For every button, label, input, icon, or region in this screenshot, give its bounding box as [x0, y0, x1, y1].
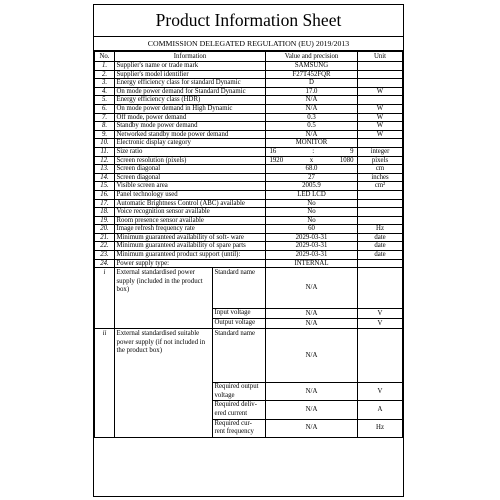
- power-supply-label: Input voltage: [213, 309, 266, 319]
- power-supply-unit: V: [358, 309, 403, 319]
- table-row: [95, 79, 403, 88]
- power-supply-unit: A: [358, 401, 403, 419]
- power-supply-label: Required output voltage: [213, 383, 266, 401]
- power-supply-value: N/A: [266, 319, 358, 329]
- row-number: 22.: [95, 242, 115, 251]
- table-row: [95, 208, 403, 217]
- row-value-part: 9: [350, 147, 354, 155]
- row-number: 3.: [95, 79, 115, 88]
- row-unit: date: [358, 233, 403, 242]
- row-information: Screen resolution (pixels): [115, 156, 266, 165]
- row-number: 16.: [95, 190, 115, 199]
- row-value: LED LCD: [266, 190, 358, 199]
- row-information: Screen diagonal: [115, 173, 266, 182]
- row-unit: [358, 79, 403, 88]
- power-supply-number: ii: [95, 329, 115, 438]
- table-row: [95, 156, 403, 165]
- row-information: Panel technology used: [115, 190, 266, 199]
- row-number: 12.: [95, 156, 115, 165]
- header-unit: Unit: [358, 52, 403, 62]
- row-number: 2.: [95, 70, 115, 79]
- row-information: Standby mode power demand: [115, 122, 266, 131]
- row-value: No: [266, 216, 358, 225]
- row-number: 7.: [95, 113, 115, 122]
- row-information: Energy efficiency class for standard Dynamic: [115, 79, 266, 88]
- row-value: [266, 147, 358, 156]
- table-row: [95, 96, 403, 105]
- row-value: 68.0: [266, 165, 358, 174]
- row-number: 13.: [95, 165, 115, 174]
- row-information: Off mode, power demand: [115, 113, 266, 122]
- row-number: 9.: [95, 130, 115, 139]
- row-value: MONITOR: [266, 139, 358, 148]
- power-supply-number: i: [95, 268, 115, 329]
- row-number: 4.: [95, 87, 115, 96]
- row-unit: date: [358, 251, 403, 260]
- table-row: [95, 70, 403, 79]
- row-information: Electronic display category: [115, 139, 266, 148]
- row-number: 17.: [95, 199, 115, 208]
- row-number: 14.: [95, 173, 115, 182]
- row-value: F27T452FQR: [266, 70, 358, 79]
- table-row: [95, 190, 403, 199]
- info-table: [94, 51, 403, 438]
- power-supply-value: N/A: [266, 329, 358, 383]
- row-information: Voice recognition sensor available: [115, 208, 266, 217]
- row-value-part: 1920: [269, 156, 284, 164]
- power-supply-value: N/A: [266, 268, 358, 309]
- row-unit: W: [358, 104, 403, 113]
- regulation-title: COMMISSION DELEGATED REGULATION (EU) 2019/2013: [94, 37, 403, 51]
- row-unit: Hz: [358, 225, 403, 234]
- table-row: [95, 251, 403, 260]
- power-supply-unit: Hz: [358, 419, 403, 437]
- row-unit: W: [358, 113, 403, 122]
- row-number: 20.: [95, 225, 115, 234]
- row-unit: [358, 259, 403, 268]
- table-row: [95, 104, 403, 113]
- row-value: N/A: [266, 96, 358, 105]
- row-information: Image refresh frequency rate: [115, 225, 266, 234]
- row-value-part: 1080: [339, 156, 354, 164]
- row-value: 2005.9: [266, 182, 358, 191]
- row-unit: [358, 96, 403, 105]
- header-no: No.: [95, 52, 115, 62]
- row-number: 19.: [95, 216, 115, 225]
- row-value: 27: [266, 173, 358, 182]
- row-information: Minimum guaranteed availability of spare parts: [115, 242, 266, 251]
- row-number: 10.: [95, 139, 115, 148]
- power-supply-label: Standard name: [213, 329, 266, 383]
- row-unit: pixels: [358, 156, 403, 165]
- row-information: Energy efficiency class (HDR): [115, 96, 266, 105]
- table-row: [95, 242, 403, 251]
- row-unit: [358, 190, 403, 199]
- row-unit: cm²: [358, 182, 403, 191]
- power-supply-value: N/A: [266, 419, 358, 437]
- header-information: Information: [115, 52, 266, 62]
- row-value: No: [266, 199, 358, 208]
- row-value: 2029-03-31: [266, 233, 358, 242]
- row-number: 21.: [95, 233, 115, 242]
- row-value: [266, 156, 358, 165]
- row-value-part: :: [312, 147, 315, 155]
- row-information: Size ratio: [115, 147, 266, 156]
- row-information: Supplier's model identifier: [115, 70, 266, 79]
- row-information: Automatic Brightness Control (ABC) available: [115, 199, 266, 208]
- table-row: [95, 87, 403, 96]
- row-information: Minimum guaranteed product support (until):: [115, 251, 266, 260]
- row-number: 24.: [95, 259, 115, 268]
- power-supply-description: External standardised power supply (included in the product box): [115, 268, 213, 329]
- power-supply-unit: V: [358, 319, 403, 329]
- row-unit: W: [358, 130, 403, 139]
- table-row: [95, 199, 403, 208]
- row-value: SAMSUNG: [266, 62, 358, 71]
- row-number: 11.: [95, 147, 115, 156]
- power-supply-label: Standard name: [213, 268, 266, 309]
- power-supply-unit: [358, 329, 403, 383]
- power-supply-unit: [358, 268, 403, 309]
- table-row: [95, 225, 403, 234]
- table-row: [95, 113, 403, 122]
- row-unit: integer: [358, 147, 403, 156]
- row-information: Room presence sensor available: [115, 216, 266, 225]
- row-information: Screen diagonal: [115, 165, 266, 174]
- row-number: 18.: [95, 208, 115, 217]
- power-supply-unit: V: [358, 383, 403, 401]
- row-value-parts: [268, 148, 356, 156]
- table-row: [95, 259, 403, 268]
- header-value: Value and precision: [266, 52, 358, 62]
- row-value: 17.0: [266, 87, 358, 96]
- power-supply-row: [95, 329, 403, 383]
- row-value: N/A: [266, 104, 358, 113]
- row-value: 2029-03-31: [266, 251, 358, 260]
- row-unit: [358, 139, 403, 148]
- power-supply-value: N/A: [266, 309, 358, 319]
- table-row: [95, 216, 403, 225]
- row-value: 0.3: [266, 113, 358, 122]
- table-row: [95, 122, 403, 131]
- row-information: Networked standby mode power demand: [115, 130, 266, 139]
- table-header: [95, 52, 403, 62]
- row-unit: [358, 216, 403, 225]
- row-number: 1.: [95, 62, 115, 71]
- row-unit: [358, 62, 403, 71]
- table-row: [95, 147, 403, 156]
- row-information: Power supply type:: [115, 259, 266, 268]
- row-value: N/A: [266, 130, 358, 139]
- table-row: [95, 62, 403, 71]
- table-row: [95, 182, 403, 191]
- page-title: Product Information Sheet: [94, 5, 403, 37]
- power-supply-label: Required cur- rent frequency: [213, 419, 266, 437]
- row-number: 5.: [95, 96, 115, 105]
- table-row: [95, 130, 403, 139]
- row-information: Visible screen area: [115, 182, 266, 191]
- row-value: 60: [266, 225, 358, 234]
- product-information-sheet: [93, 4, 404, 497]
- row-value: No: [266, 208, 358, 217]
- row-unit: [358, 208, 403, 217]
- row-number: 6.: [95, 104, 115, 113]
- row-number: 8.: [95, 122, 115, 131]
- row-information: On mode power demand in High Dynamic: [115, 104, 266, 113]
- row-value-parts: [268, 157, 356, 165]
- row-information: Supplier's name or trade mark: [115, 62, 266, 71]
- power-supply-label: Output voltage: [213, 319, 266, 329]
- row-unit: inches: [358, 173, 403, 182]
- row-value-part: 16: [269, 147, 277, 155]
- row-unit: W: [358, 122, 403, 131]
- power-supply-row: [95, 268, 403, 309]
- row-value: 0.5: [266, 122, 358, 131]
- power-supply-value: N/A: [266, 401, 358, 419]
- power-supply-description: External standardised suitable power supply (if not included in the product box): [115, 329, 213, 438]
- power-supply-value: N/A: [266, 383, 358, 401]
- row-unit: [358, 199, 403, 208]
- row-number: 15.: [95, 182, 115, 191]
- table-row: [95, 173, 403, 182]
- row-value: 2029-03-31: [266, 242, 358, 251]
- row-unit: date: [358, 242, 403, 251]
- row-unit: [358, 70, 403, 79]
- row-number: 23.: [95, 251, 115, 260]
- row-value: INTERNAL: [266, 259, 358, 268]
- table-row: [95, 233, 403, 242]
- table-row: [95, 139, 403, 148]
- row-value-part: x: [309, 156, 314, 164]
- row-unit: cm: [358, 165, 403, 174]
- power-supply-label: Required deliv- ered current: [213, 401, 266, 419]
- row-information: Minimum guaranteed availability of soft- ware: [115, 233, 266, 242]
- row-value: D: [266, 79, 358, 88]
- row-information: On mode power demand for Standard Dynamic: [115, 87, 266, 96]
- table-row: [95, 165, 403, 174]
- row-unit: W: [358, 87, 403, 96]
